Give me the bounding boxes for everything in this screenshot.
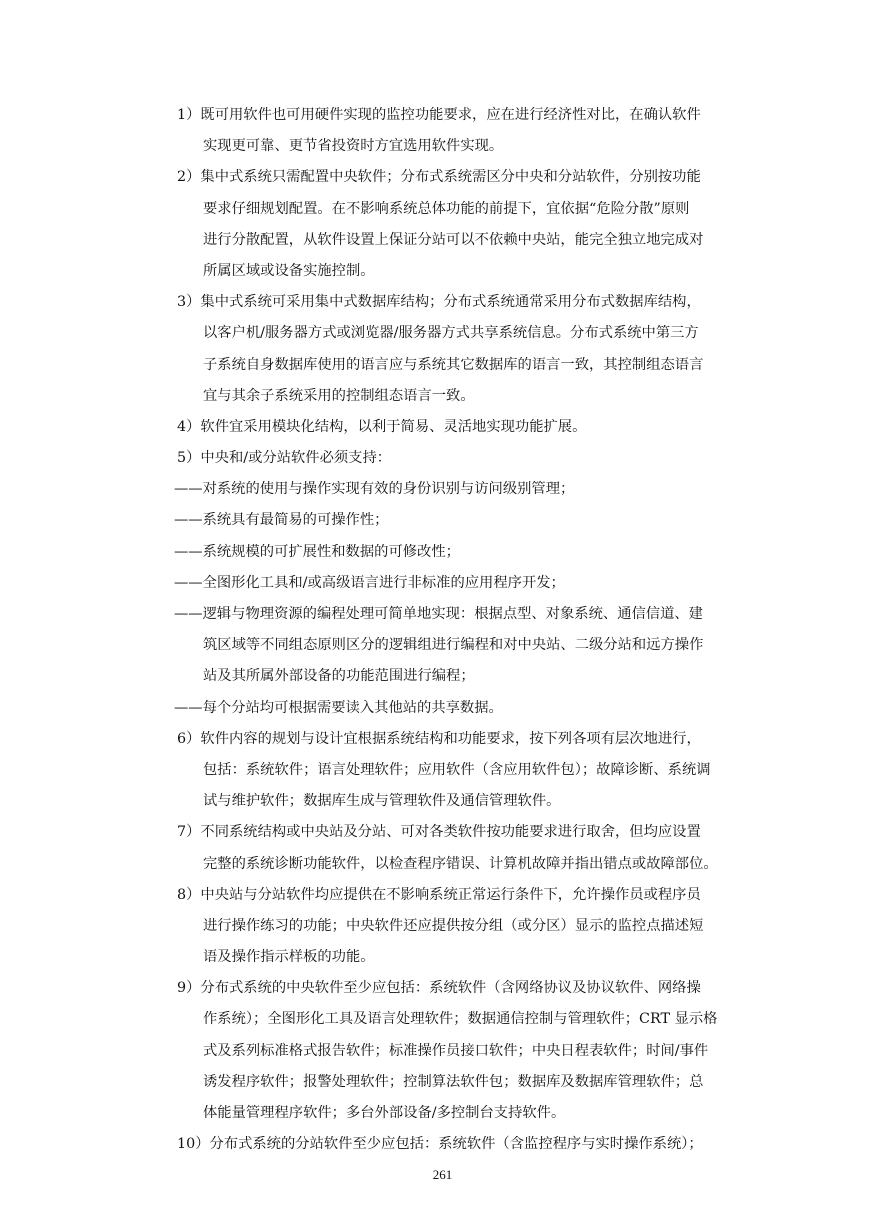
continuation-line: 包括：系统软件；语言处理软件；应用软件（含应用软件包）；故障诊断、系统调: [203, 761, 711, 778]
continuation-line: 进行操作练习的功能；中央软件还应提供按分组（或分区）显示的监控点描述短: [203, 917, 704, 934]
continuation-line: 诱发程序软件；报警处理软件；控制算法软件包；数据库及数据库管理软件；总: [203, 1073, 704, 1090]
numbered-item-line: 7）不同系统结构或中央站及分站、可对各类软件按功能要求进行取舍，但均应设置: [177, 824, 701, 841]
continuation-line: 进行分散配置，从软件设置上保证分站可以不依赖中央站，能完全独立地完成对: [203, 231, 704, 248]
numbered-item-line: 1）既可用软件也可用硬件实现的监控功能要求，应在进行经济性对比，在确认软件: [177, 107, 701, 123]
continuation-line: 子系统自身数据库使用的语言应与系统其它数据库的语言一致，其控制组态语言: [203, 356, 704, 373]
body-text: [174, 100, 760, 1160]
continuation-line: 筑区域等不同组态原则区分的逻辑组进行编程和对中央站、二级分站和远方操作: [203, 637, 704, 654]
numbered-item-line: 8）中央站与分站软件均应提供在不影响系统正常运行条件下，允许操作员或程序员: [177, 886, 701, 903]
continuation-line: 以客户机/服务器方式或浏览器/服务器方式共享系统信息。分布式系统中第三方: [203, 325, 699, 342]
continuation-line: 试与维护软件；数据库生成与管理软件及通信管理软件。: [203, 793, 561, 810]
numbered-item-line: 4）软件宜采用模块化结构，以利于简易、灵活地实现功能扩展。: [177, 418, 587, 435]
dash-list-item: ——逻辑与物理资源的编程处理可简单地实现：根据点型、对象系统、通信信道、建: [174, 606, 703, 622]
continuation-line: 作系统）；全图形化工具及语言处理软件；数据通信控制与管理软件；CRT 显示格: [203, 1011, 718, 1028]
dash-list-item: ——全图形化工具和/或高级语言进行非标准的应用程序开发；: [174, 574, 565, 591]
continuation-line: 体能量管理程序软件；多台外部设备/多控制台支持软件。: [203, 1105, 566, 1121]
continuation-line: 实现更可靠、更节省投资时方宜选用软件实现。: [203, 138, 504, 155]
continuation-line: 要求仔细规划配置。在不影响系统总体功能的前提下，宜依据“危险分散”原则: [203, 200, 690, 217]
numbered-item-line: 9）分布式系统的中央软件至少应包括：系统软件（含网络协议及协议软件、网络操: [177, 980, 701, 997]
dash-list-item: ——每个分站均可根据需要读入其他站的共享数据。: [174, 699, 503, 716]
numbered-item-line: 3）集中式系统可采用集中式数据库结构；分布式系统通常采用分布式数据库结构，: [177, 294, 701, 311]
numbered-item-line: 6）软件内容的规划与设计宜根据系统结构和功能要求，按下列各项有层次地进行，: [177, 730, 701, 747]
numbered-item-line: 10）分布式系统的分站软件至少应包括：系统软件（含监控程序与实时操作系统）；: [177, 1136, 703, 1153]
continuation-line: 完整的系统诊断功能软件，以检查程序错误、计算机故障并指出错点或故障部位。: [203, 855, 718, 872]
continuation-line: 站及其所属外部设备的功能范围进行编程；: [203, 668, 475, 685]
numbered-item-line: 5）中央和/或分站软件必须支持：: [177, 450, 392, 467]
continuation-line: 语及操作指示样板的功能。: [203, 949, 375, 966]
dash-list-item: ——对系统的使用与操作实现有效的身份识别与访问级别管理；: [174, 481, 575, 498]
continuation-line: 式及系列标准格式报告软件；标准操作员接口软件；中央日程表软件；时间/事件: [203, 1042, 709, 1059]
continuation-line: 所属区域或设备实施控制。: [203, 262, 375, 279]
continuation-line: 宜与其余子系统采用的控制组态语言一致。: [203, 387, 475, 404]
numbered-item-line: 2）集中式系统只需配置中央软件；分布式系统需区分中央和分站软件，分别按功能: [177, 169, 701, 186]
page-number: 261: [432, 1167, 453, 1182]
dash-list-item: ——系统规模的可扩展性和数据的可修改性；: [174, 543, 460, 560]
dash-list-item: ——系统具有最简易的可操作性；: [174, 512, 389, 529]
